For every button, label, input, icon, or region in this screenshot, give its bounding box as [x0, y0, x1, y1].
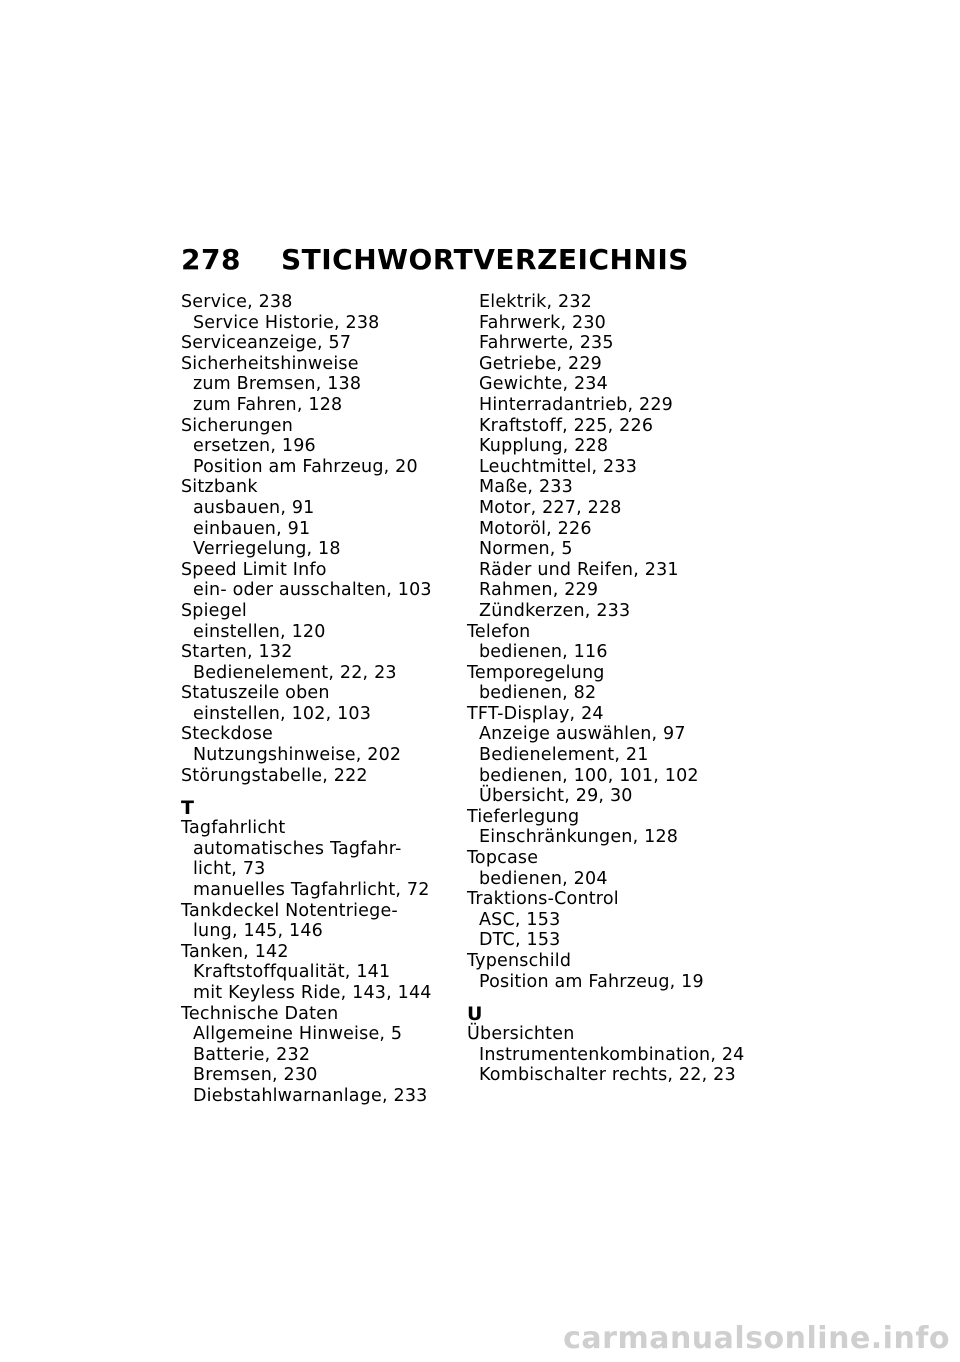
index-subentry: Batterie, 232: [193, 1044, 311, 1065]
page-header: [181, 243, 689, 276]
index-subentry: Motoröl, 226: [479, 518, 592, 539]
index-subentry: Hinterradantrieb, 229: [479, 394, 673, 415]
index-subentry: zum Fahren, 128: [193, 394, 343, 415]
index-entry: Steckdose: [181, 724, 273, 745]
index-subentry: Fahrwerk, 230: [479, 312, 607, 333]
index-subentry: mit Keyless Ride, 143, 144: [193, 983, 432, 1003]
index-entry: Serviceanzeige, 57: [181, 333, 352, 354]
index-subentry: einbauen, 91: [193, 518, 311, 539]
index-subentry: Nutzungshinweise, 202: [193, 745, 402, 766]
index-subentry: ausbauen, 91: [193, 497, 315, 518]
index-subentry: bedienen, 204: [479, 868, 608, 889]
index-subentry: Übersicht, 29, 30: [479, 786, 633, 807]
index-entry: TFT-Display, 24: [467, 703, 604, 724]
index-entry: Service, 238: [181, 292, 293, 312]
index-subentry: bedienen, 82: [479, 683, 597, 704]
index-subentry: ersetzen, 196: [193, 436, 316, 457]
index-subentry: Fahrwerte, 235: [479, 333, 614, 354]
index-subentry: bedienen, 100, 101, 102: [479, 765, 699, 786]
index-subentry: Verriegelung, 18: [193, 539, 341, 560]
index-entry: Sitzbank: [181, 477, 258, 498]
index-entry: Traktions-Control: [467, 889, 619, 910]
index-entry: Übersichten: [467, 1024, 575, 1045]
index-entry: Starten, 132: [181, 642, 293, 663]
index-subentry: lung, 145, 146: [193, 921, 324, 942]
index-subentry: zum Bremsen, 138: [193, 374, 362, 395]
index-subentry: Bremsen, 230: [193, 1065, 318, 1086]
index-subentry: Leuchtmittel, 233: [479, 456, 638, 477]
index-subentry: Elektrik, 232: [479, 292, 593, 312]
index-entry: Sicherungen: [181, 415, 293, 436]
index-entry: Statuszeile oben: [181, 683, 330, 704]
index-column-left: [181, 292, 461, 1107]
index-entry: Störungstabelle, 222: [181, 765, 368, 786]
index-subentry: Normen, 5: [479, 539, 573, 560]
page-title: STICHWORTVERZEICHNIS: [281, 243, 689, 276]
index-subentry: DTC, 153: [479, 930, 561, 951]
index-entry: Tanken, 142: [181, 941, 289, 962]
index-subentry: Diebstahlwarnanlage, 233: [193, 1085, 428, 1106]
index-subentry: Service Historie, 238: [193, 312, 380, 333]
index-subentry: Instrumentenkombination, 24: [479, 1044, 745, 1065]
index-subentry: Getriebe, 229: [479, 353, 603, 374]
index-subentry: ein- oder ausschalten, 103: [193, 580, 432, 601]
index-subentry: Zündkerzen, 233: [479, 600, 631, 621]
index-subentry: Bedienelement, 22, 23: [193, 662, 397, 683]
index-entry: Tieferlegung: [467, 806, 580, 827]
index-subentry: Bedienelement, 21: [479, 745, 649, 766]
index-subentry: Kupplung, 228: [479, 436, 609, 457]
index-entry: Topcase: [467, 848, 539, 869]
watermark: carmanualsonline.info: [563, 1321, 950, 1356]
index-entry: Typenschild: [467, 951, 572, 971]
index-entry: Sicherheitshinweise: [181, 353, 359, 374]
index-subentry: licht, 73: [193, 859, 266, 880]
index-entry: Telefon: [467, 621, 531, 642]
index-subentry: einstellen, 120: [193, 621, 326, 642]
index-subentry: Gewichte, 234: [479, 374, 608, 395]
index-subentry: Kraftstoffqualität, 141: [193, 962, 391, 983]
index-entry: Technische Daten: [181, 1003, 339, 1024]
index-subentry: Maße, 233: [479, 477, 573, 498]
index-subentry: Allgemeine Hinweise, 5: [193, 1024, 403, 1045]
index-subentry: Position am Fahrzeug, 20: [193, 456, 418, 477]
index-entry: Spiegel: [181, 600, 247, 621]
index-subentry: bedienen, 116: [479, 642, 608, 663]
section-letter: U: [467, 1003, 483, 1026]
index-subentry: Anzeige auswählen, 97: [479, 724, 686, 745]
index-subentry: Einschränkungen, 128: [479, 827, 679, 848]
index-subentry: Motor, 227, 228: [479, 497, 622, 518]
section-letter: T: [181, 797, 194, 820]
index-entry: Tagfahrlicht: [181, 818, 286, 839]
index-entry: Speed Limit Info: [181, 559, 327, 580]
index-subentry: automatisches Tagfahr-: [193, 838, 402, 859]
index-subentry: Kraftstoff, 225, 226: [479, 415, 654, 436]
index-subentry: einstellen, 102, 103: [193, 703, 372, 724]
index-subentry: Räder und Reifen, 231: [479, 559, 679, 580]
index-subentry: Position am Fahrzeug, 19: [479, 971, 704, 992]
page-number: 278: [181, 243, 241, 276]
index-entry: Temporegelung: [467, 662, 605, 683]
index-column-right: [467, 292, 747, 1086]
index-subentry: ASC, 153: [479, 909, 561, 930]
index-subentry: manuelles Tagfahrlicht, 72: [193, 880, 430, 901]
index-entry: Tankdeckel Notentriege-: [181, 900, 398, 921]
index-subentry: Kombischalter rechts, 22, 23: [479, 1065, 736, 1086]
index-subentry: Rahmen, 229: [479, 580, 599, 601]
